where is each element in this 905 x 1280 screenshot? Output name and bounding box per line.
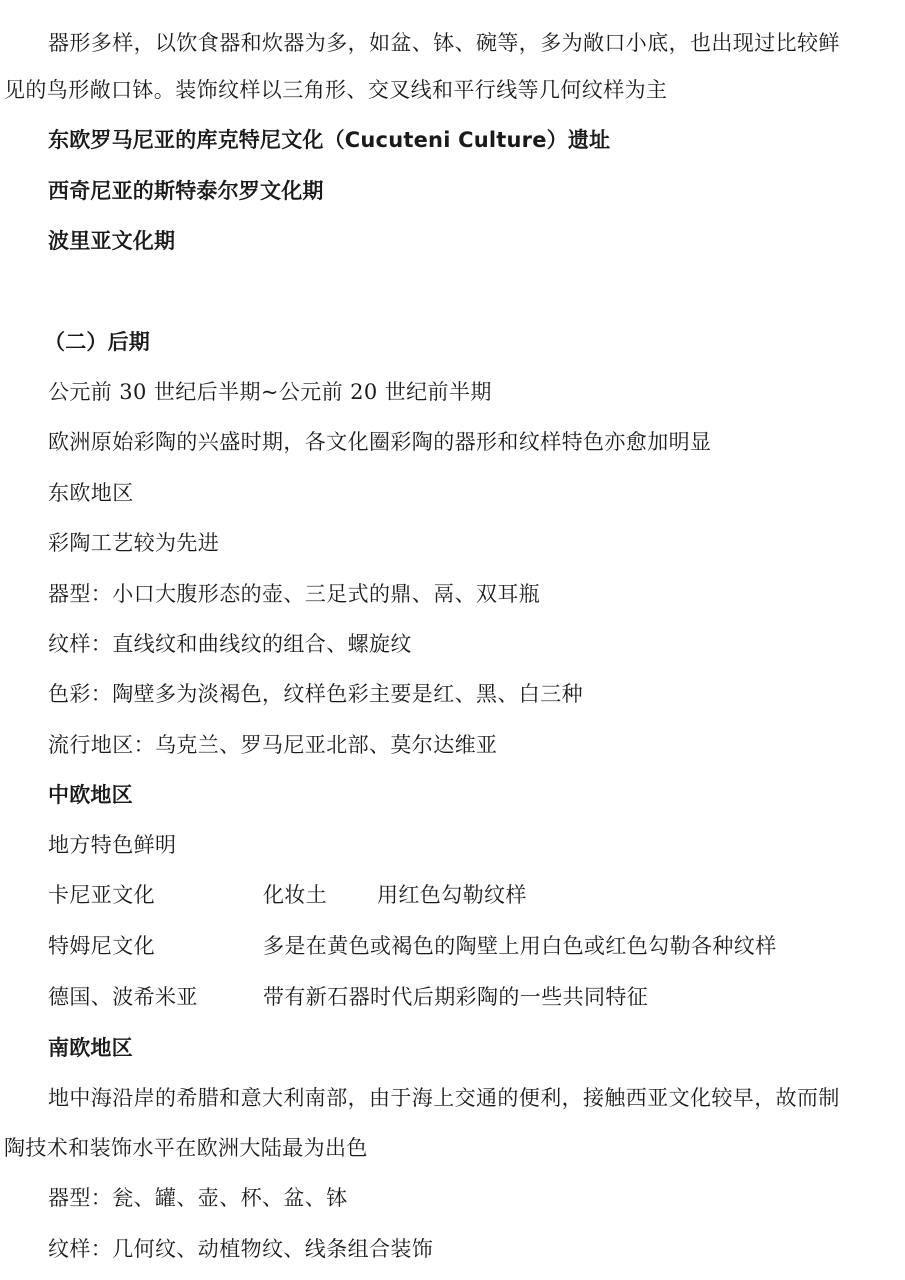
culture-note: 用红色勾勒纹样 [377, 883, 527, 907]
central-row-3 [48, 983, 898, 1011]
intro-paragraph-line-1: 器形多样，以饮食器和炊器为多，如盆、钵、碗等，多为敞口小底，也出现过比较鲜 [48, 31, 840, 55]
central-description: 地方特色鲜明 [48, 833, 177, 857]
east-craft: 彩陶工艺较为先进 [48, 531, 220, 555]
east-regions: 流行地区：乌克兰、罗马尼亚北部、莫尔达维亚 [48, 733, 498, 757]
central-row-1 [48, 881, 898, 909]
intro-paragraph-line-2: 见的鸟形敞口钵。装饰纹样以三角形、交叉线和平行线等几何纹样为主 [4, 78, 668, 102]
south-paragraph-line-1: 地中海沿岸的希腊和意大利南部，由于海上交通的便利，接触西亚文化较早，故而制 [48, 1086, 840, 1110]
section-heading-late-period: （二）后期 [44, 330, 150, 354]
east-colors: 色彩：陶壁多为淡褐色，纹样色彩主要是红、黑、白三种 [48, 682, 583, 706]
site-heading-3: 波里亚文化期 [48, 229, 176, 253]
period-description: 欧洲原始彩陶的兴盛时期，各文化圈彩陶的器形和纹样特色亦愈加明显 [48, 430, 712, 454]
east-patterns: 纹样：直线纹和曲线纹的组合、螺旋纹 [48, 632, 412, 656]
site-heading-2: 西奇尼亚的斯特泰尔罗文化期 [48, 179, 324, 203]
south-patterns: 纹样：几何纹、动植物纹、线条组合装饰 [48, 1237, 434, 1261]
south-europe-heading: 南欧地区 [48, 1036, 133, 1060]
south-shapes: 器型：瓮、罐、壶、杯、盆、钵 [48, 1186, 348, 1210]
period-dates: 公元前 30 世纪后半期~公元前 20 世纪前半期 [48, 380, 492, 404]
central-row-2 [48, 932, 898, 960]
site-heading-cucuteni: 东欧罗马尼亚的库克特尼文化（Cucuteni Culture）遗址 [48, 128, 611, 152]
culture-name: 特姆尼文化 [48, 934, 155, 958]
south-paragraph-line-2: 陶技术和装饰水平在欧洲大陆最为出色 [4, 1136, 368, 1160]
culture-technique: 带有新石器时代后期彩陶的一些共同特征 [263, 985, 649, 1009]
central-europe-heading: 中欧地区 [48, 783, 133, 807]
east-shapes: 器型：小口大腹形态的壶、三足式的鼎、鬲、双耳瓶 [48, 582, 541, 606]
east-europe-heading: 东欧地区 [48, 481, 134, 505]
culture-name: 卡尼亚文化 [48, 883, 155, 907]
culture-name: 德国、波希米亚 [48, 985, 198, 1009]
culture-technique: 化妆土 [263, 883, 328, 907]
culture-technique: 多是在黄色或褐色的陶壁上用白色或红色勾勒各种纹样 [263, 934, 777, 958]
